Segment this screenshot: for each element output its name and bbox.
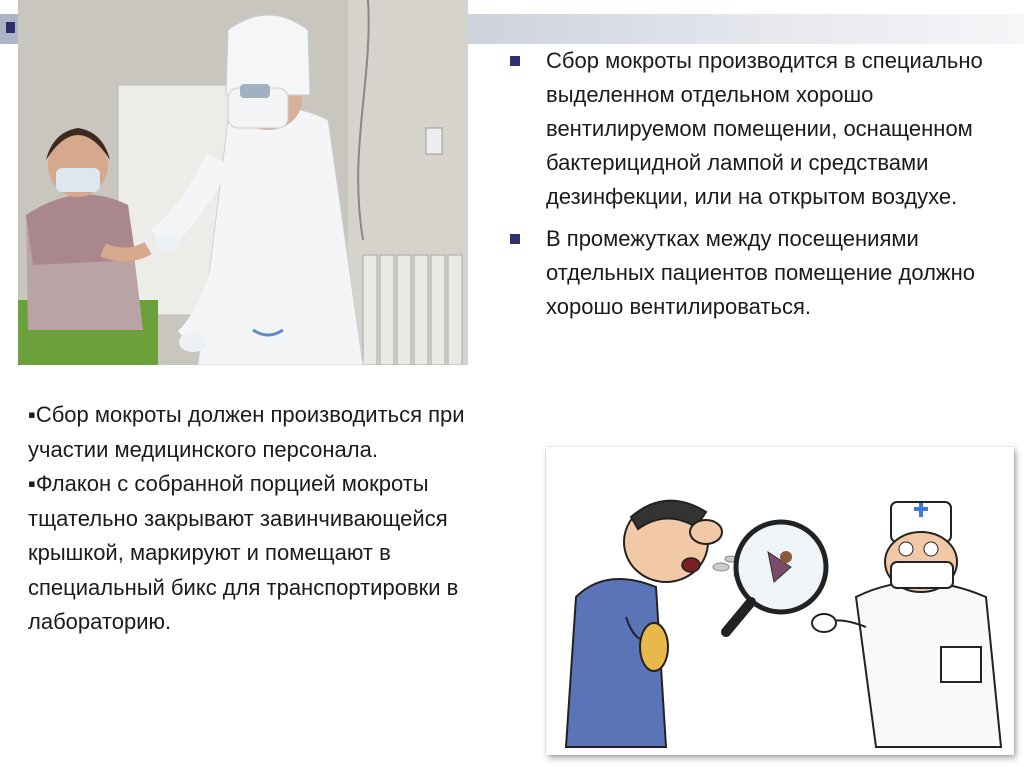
bullet-square-icon <box>510 234 520 244</box>
left-bullet-text: Сбор мокроты должен производиться при участии медицинского персонала. <box>28 402 465 462</box>
right-bullet-item <box>510 44 1010 214</box>
right-bullet-list <box>510 44 1010 332</box>
cartoon-illustration <box>546 447 1014 755</box>
bullet-marker-icon: ▪ <box>28 471 36 496</box>
right-bullet-item <box>510 222 1010 324</box>
bullet-square-icon <box>510 56 520 66</box>
right-bullet-text: Сбор мокроты производится в специально выделенном отдельном хорошо вентилируемом помещении, оснащенном бактерицидной лампой и средствами дезинфекции, или на открытом воздухе. <box>546 48 983 209</box>
left-bullet-item <box>28 467 498 640</box>
left-bullet-item <box>28 398 498 467</box>
sputum-collection-photo <box>18 0 468 365</box>
bullet-marker-icon: ▪ <box>28 402 36 427</box>
title-bullet-marker <box>6 22 15 33</box>
left-bullet-text: Флакон с собранной порцией мокроты тщательно закрывают завинчивающейся крышкой, маркируют и помещают в специальный бикс для транспортировки в лабораторию. <box>28 471 459 634</box>
left-bullet-list <box>28 398 498 640</box>
right-bullet-text: В промежутках между посещениями отдельных пациентов помещение должно хорошо вентилироваться. <box>546 226 976 319</box>
